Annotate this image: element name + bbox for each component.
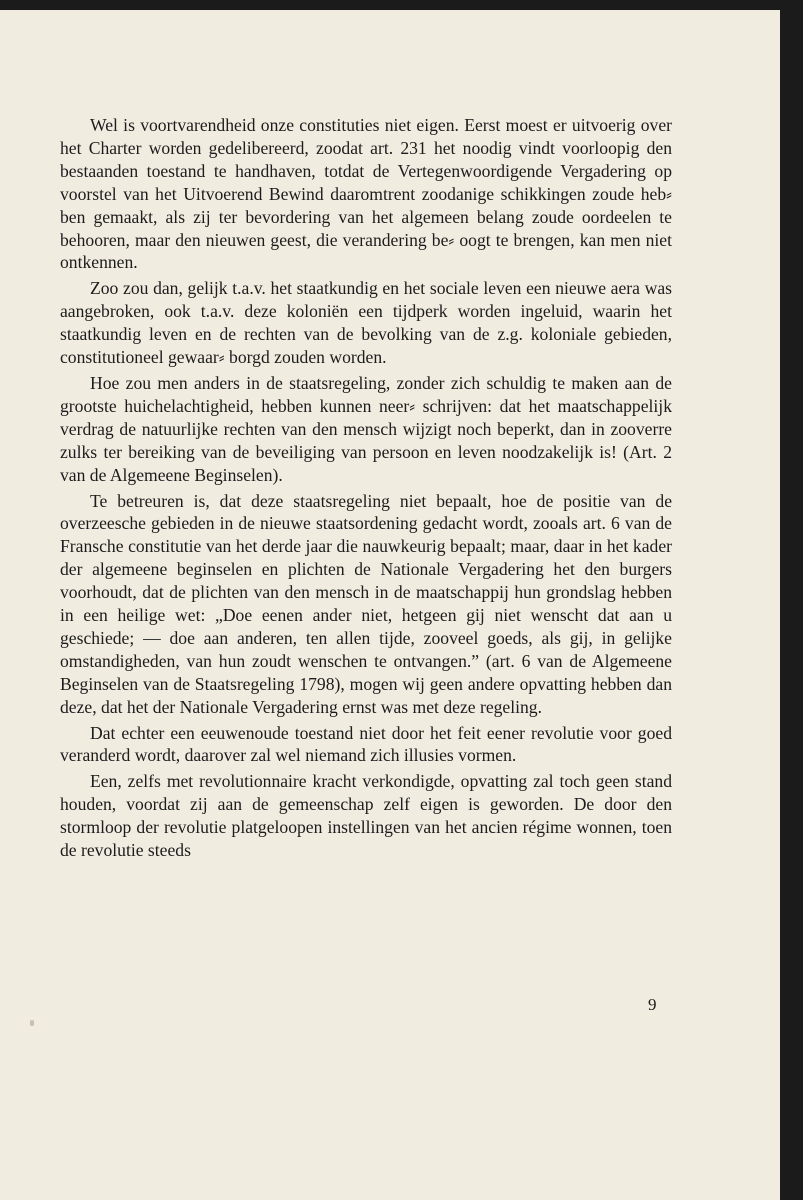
paragraph-4: Te betreuren is, dat deze staatsregeling niet bepaalt, hoe de positie van de overzeesche gebieden in de nieuwe staatsordening gedacht wordt, zooals art. 6 van de Fransche constitutie van het derde jaar die nauwkeurig bepaalt; maar, daar in het kader der algemeene beginselen en plichten de Nationale Vergadering het den burgers voorhoudt, dat de plichten van den mensch in de maatschappij hun grondslag hebben in een heilige wet: „Doe eenen ander niet, hetgeen gij niet wenscht dat aan u geschiede; — doe aan anderen, ten allen tijde, zooveel goeds, als gij, in gelijke omstandigheden, van hun zoudt wenschen te ontvangen.” (art. 6 van de Algemeene Beginselen van de Staatsregeling 1798), mogen wij geen andere opvatting hebben dan deze, dat het der Nationale Vergadering ernst was met deze regeling.: [60, 490, 672, 717]
page-edge: [780, 10, 803, 1200]
paragraph-1: Wel is voortvarendheid onze constituties niet eigen. Eerst moest er uitvoerig over het Charter worden gedelibereerd, zoodat art. 231 het noodig vindt voorloopig den bestaanden toestand te handhaven, totdat de Vertegenwoordigende Vergadering op voorstel van het Uitvoerend Bewind daaromtrent zoodanige schikkingen zoude heb⸗ ben gemaakt, als zij ter bevordering van het algemeen belang zoude oordeelen te behooren, maar den nieuwen geest, die verandering be⸗ oogt te brengen, kan men niet ontkennen.: [60, 115, 672, 273]
paragraph-2: Zoo zou dan, gelijk t.a.v. het staatkundig en het sociale leven een nieuwe aera was aangebroken, ook t.a.v. deze koloniën een tijdperk worden ingeluid, waarin het staatkundig leven en de rechten van de bevolking van de z.g. koloniale gebieden, constitutioneel gewaar⸗ borgd zouden worden.: [60, 278, 672, 368]
paragraph-5: Dat echter een eeuwenoude toestand niet door het feit eener revolutie voor goed veranderd wordt, daarover zal wel niemand zich illusies vormen.: [60, 722, 672, 766]
paragraph-6: Een, zelfs met revolutionnaire kracht verkondigde, opvatting zal toch geen stand houden, voordat zij aan de gemeenschap zelf eigen is geworden. De door den stormloop der revolutie platgeloopen instellingen van het ancien régime wonnen, toen de revolutie steeds: [60, 771, 672, 861]
body-text: [60, 114, 672, 865]
paper-speck: [30, 1020, 34, 1026]
paragraph-3: Hoe zou men anders in de staatsregeling, zonder zich schuldig te maken aan de grootste huichelachtigheid, hebben kunnen neer⸗ schrijven: dat het maatschappelijk verdrag de natuurlijke rechten van den mensch wijzigt noch beperkt, dan in zooverre zulks ter bereiking van de beveiliging van persoon en leven noodzakelijk is! (Art. 2 van de Algemeene Beginselen).: [60, 372, 672, 485]
page-number: 9: [648, 995, 657, 1014]
